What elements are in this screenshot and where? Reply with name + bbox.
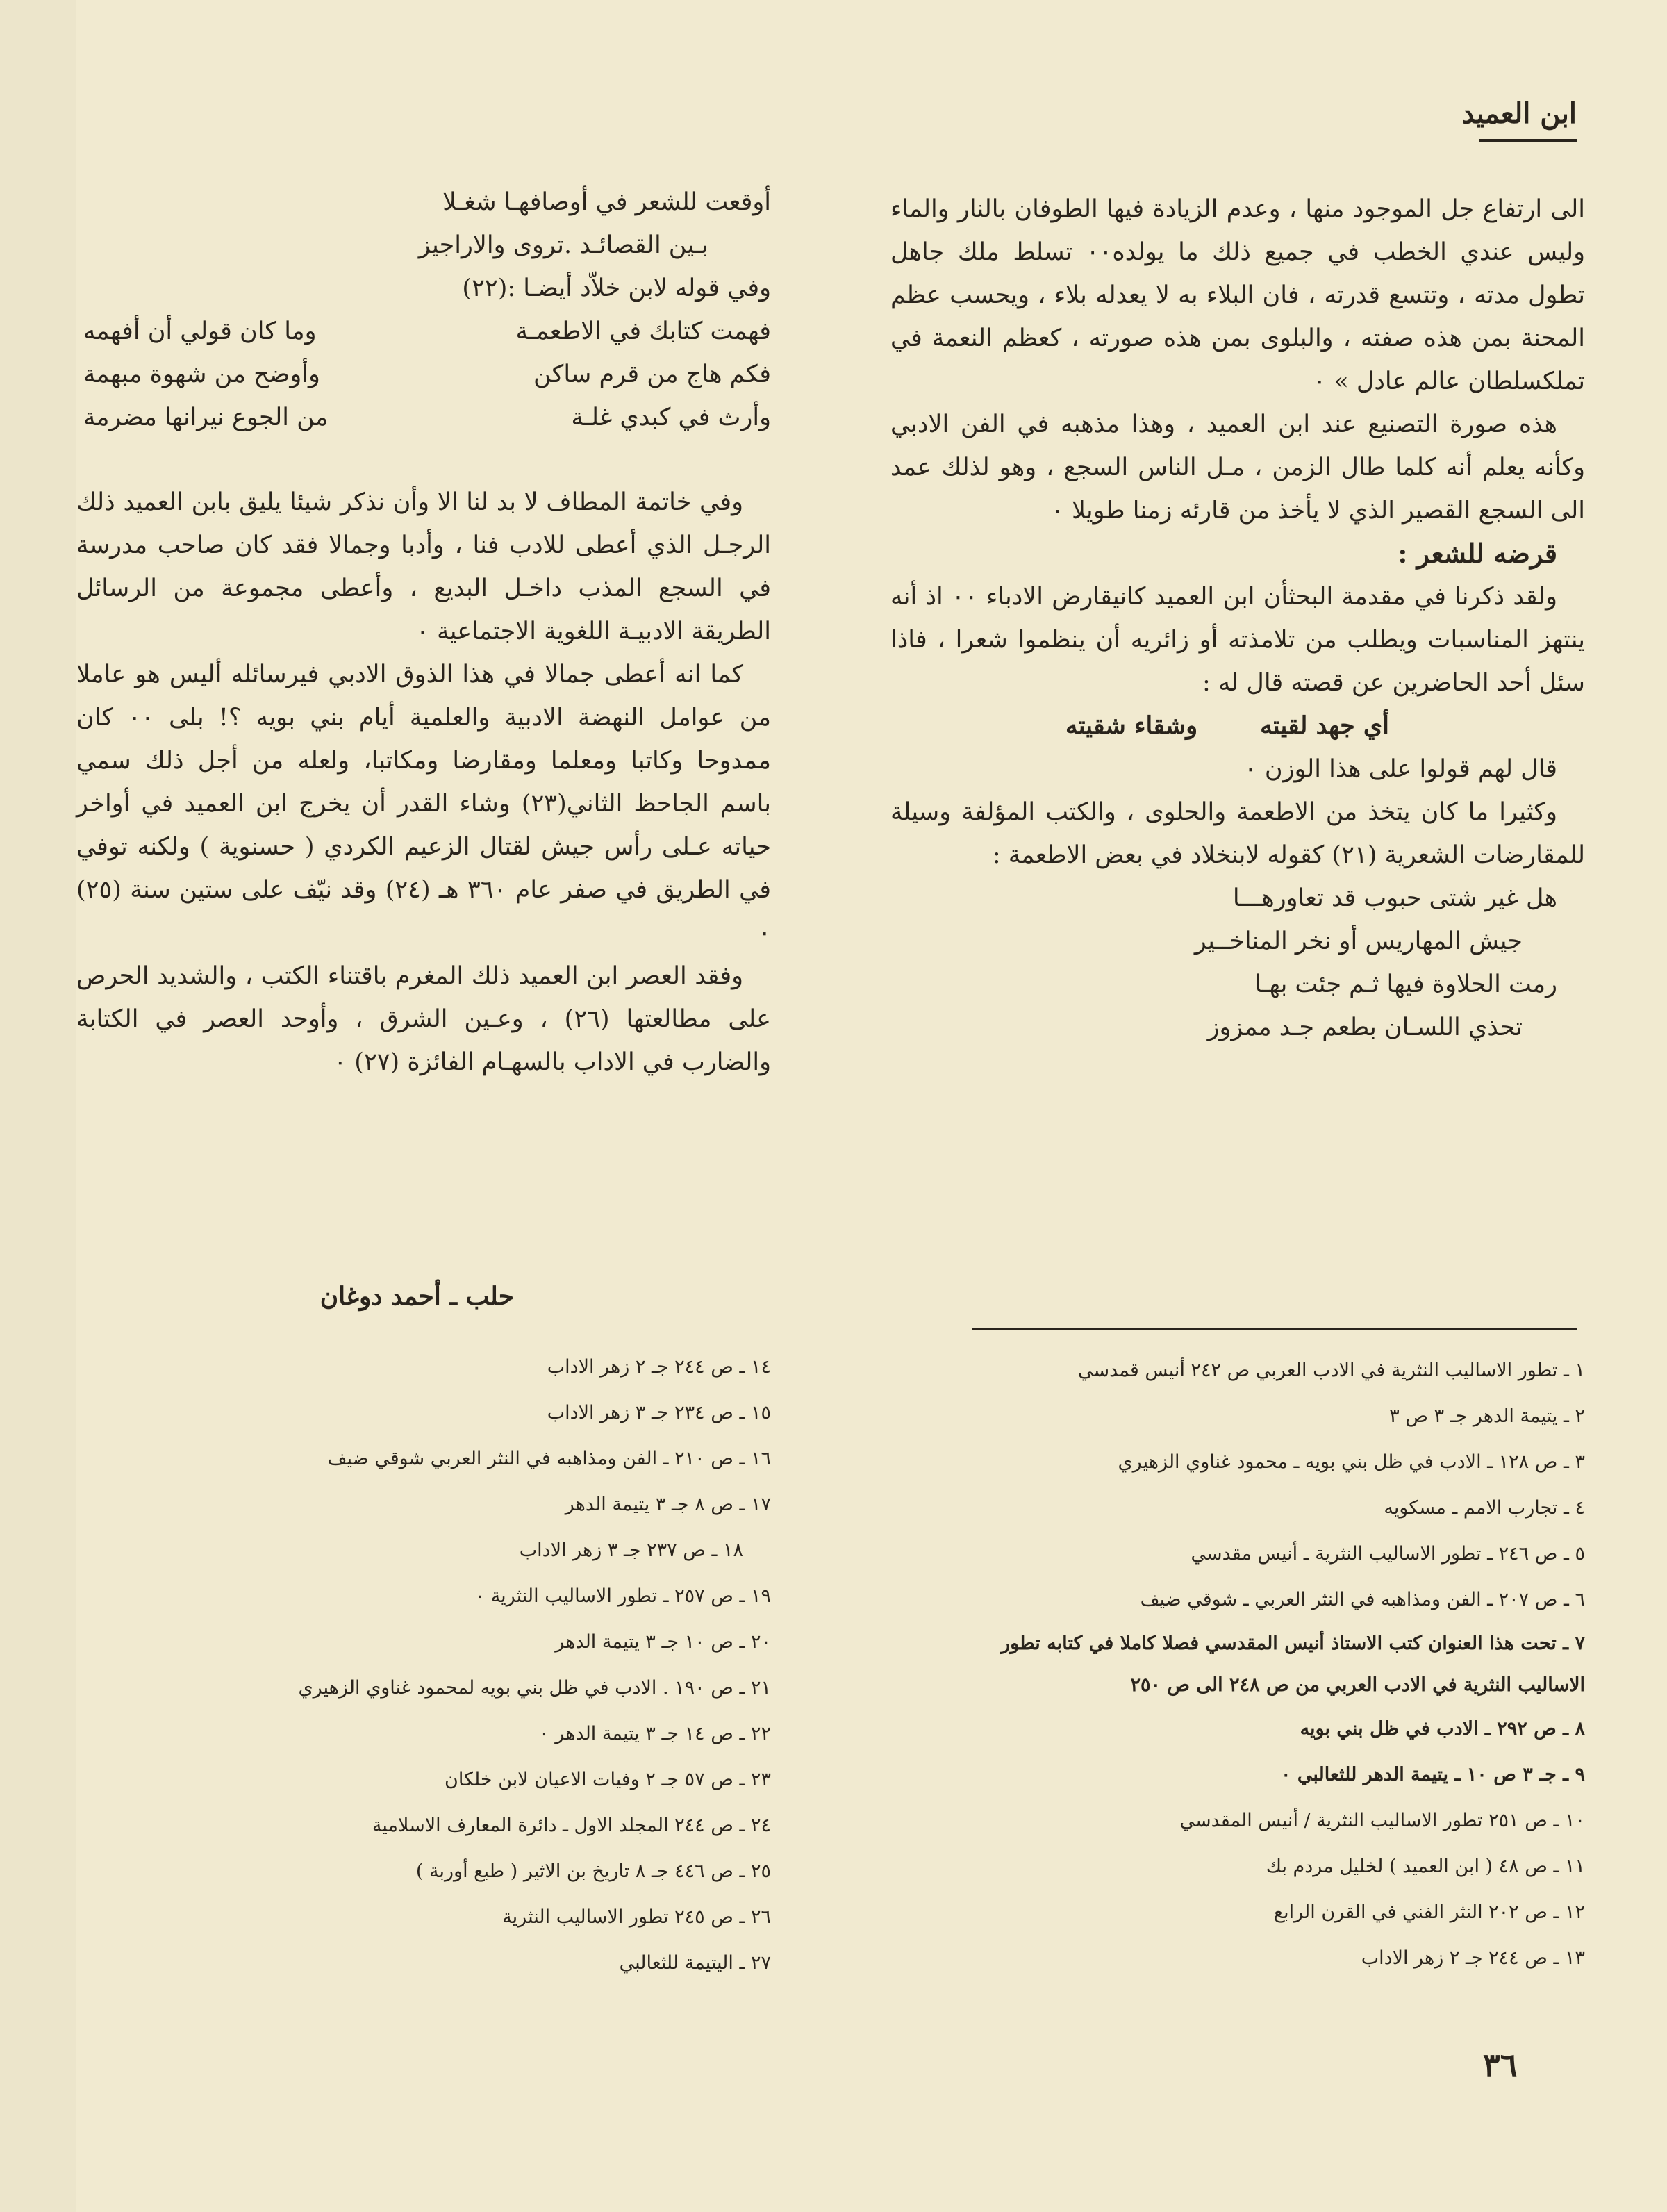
left-column <box>76 181 771 1084</box>
verse-hemistich: من الجوع نيرانها مضرمة <box>83 404 329 431</box>
page-number: ٣٦ <box>1483 2046 1518 2083</box>
right-column <box>890 188 1585 1049</box>
footnote: ٢٧ ـ اليتيمة للثعالبي <box>619 1952 771 1974</box>
footnote: ٢٣ ـ ص ٥٧ جـ ٢ وفيات الاعيان لابن خلكان <box>445 1769 771 1790</box>
footnote: ١٥ ـ ص ٢٣٤ جـ ٣ زهر الاداب <box>547 1402 771 1423</box>
footnote: ٥ ـ ص ٢٤٦ ـ تطور الاساليب النثرية ـ أنيس مقدسي <box>1191 1543 1585 1565</box>
paragraph: الى ارتفاع جل الموجود منها ، وعدم الزيادة فيها الطوفان بالنار والماء وليس عندي الخطب في جميع ذلك ما يولده٠٠ تسلط ملك جاهل تطول مدته ، وتتسع قدرته ، فان البلاء به لا يعدله بلاء ، ويحسب عظم المحنة بمن هذه صفته ، والبلوى بمن هذه صورته ، كعظم النعمة في تملكسلطان عالم عادل » ٠ <box>890 195 1586 395</box>
footnote: ١٣ ـ ص ٢٤٤ جـ ٢ زهر الاداب <box>1361 1947 1585 1969</box>
poem-line: جيش المهاريس أو نخر المناخــير <box>1194 927 1523 955</box>
footnote: ١٢ ـ ص ٢٠٢ النثر الفني في القرن الرابع <box>1273 1901 1585 1923</box>
verse-couplet <box>76 396 771 439</box>
footnote: ١٨ ـ ص ٢٣٧ جـ ٣ زهر الاداب <box>519 1540 743 1561</box>
paragraph: وفقد العصر ابن العميد ذلك المغرم باقتناء الكتب ، والشديد الحرص على مطالعتها (٢٦) ، وعـين الشرق ، وأوحد العصر في الكتابة والضارب في الاداب بالسهـام الفائزة (٢٧) ٠ <box>76 962 771 1076</box>
verse-hemistich: فكم هاج من قرم ساكن <box>533 361 771 388</box>
verse-hemistich: وأرث في كبدي غلـة <box>571 404 771 431</box>
footnote: ١١ ـ ص ٤٨ ( ابن العميد ) لخليل مردم بك <box>1266 1856 1585 1877</box>
verse-hemistich: فهمت كتابك في الاطعمـة <box>515 317 771 345</box>
poem-line: أوقعت للشعر في أوصافهـا شغـلا <box>442 188 771 216</box>
poem-line: تحذي اللسـان بطعم جـد ممزوز <box>1207 1014 1523 1041</box>
page-margin-strip <box>0 0 76 2212</box>
footnote: ١٤ ـ ص ٢٤٤ جـ ٢ زهر الاداب <box>547 1356 771 1378</box>
paragraph: وكثيرا ما كان يتخذ من الاطعمة والحلوى ، والكتب المؤلفة وسيلة للمقارضات الشعرية (٢١) كقوله لابنخلاد في بعض الاطعمة : <box>890 798 1585 869</box>
paragraph: وفي قوله لابن خلاّد أيضـا :(٢٢) <box>462 274 771 302</box>
section-heading: قرضه للشعر : <box>1398 538 1557 569</box>
verse-couplet <box>76 310 771 353</box>
footnote: ٦ ـ ص ٢٠٧ ـ الفن ومذاهبه في النثر العربي ـ شوقي ضيف <box>1140 1589 1585 1610</box>
verse-hemistich: وشقاء شقيته <box>1065 711 1198 740</box>
verse-couplet <box>890 704 1585 748</box>
paragraph: هذه صورة التصنيع عند ابن العميد ، وهذا مذهبه في الفن الادبي وكأنه يعلم أنه كلما طال الزمن ، مـل الناس السجع ، وهو لذلك عمد الى السجع القصير الذي لا يأخذ من قارئه زمنا طويلا ٠ <box>890 411 1585 525</box>
paragraph: كما انه أعطى جمالا في هذا الذوق الادبي فيرسائله أليس هو عاملا من عوامل النهضة الادبية والعلمية أيام بني بويه ؟! بلى ٠٠ كان ممدوحا وكاتبا ومعلما ومقارضا ومكاتبا، ولعله من أجل ذلك سمي باسم الجاحظ الثاني(٢٣) وشاء القدر أن يخرج ابن العميد في أواخر حياته عـلى رأس جيش لقتال الزعيم الكردي ( حسنوية ) ولكنه توفي في الطريق في صفر عام ٣٦٠ هـ (٢٤) وقد نيّف على ستين سنة (٢٥) ٠ <box>76 661 771 947</box>
author-signature: حلب ـ أحمد دوغان <box>320 1282 514 1311</box>
footnote: ١٦ ـ ص ٢١٠ ـ الفن ومذاهبه في النثر العربي شوقي ضيف <box>327 1448 771 1469</box>
header-underline <box>1479 139 1577 142</box>
footnote: ٤ ـ تجارب الامم ـ مسكويه <box>1384 1497 1585 1519</box>
footnote-divider <box>972 1328 1577 1330</box>
footnote: ٢٦ ـ ص ٢٤٥ تطور الاساليب النثرية <box>502 1906 771 1928</box>
footnote: ٢٤ ـ ص ٢٤٤ المجلد الاول ـ دائرة المعارف الاسلامية <box>372 1815 771 1836</box>
poem-line: رمت الحلاوة فيها ثـم جئت بهـا <box>1254 971 1557 998</box>
paragraph: ولقد ذكرنا في مقدمة البحثأن ابن العميد كانيقارض الادباء ٠٠ اذ أنه ينتهز المناسبات ويطلب من تلامذته أو زائريه أن ينظموا شعرا ، فاذا سئل أحد الحاضرين عن قصته قال له : <box>890 583 1585 697</box>
footnote: ١ ـ تطور الاساليب النثرية في الادب العربي ص ٢٤٢ أنيس قمدسي <box>1077 1360 1585 1381</box>
footnotes-right <box>960 1348 1585 1981</box>
footnote: ٢١ ـ ص ١٩٠ . الادب في ظل بني بويه لمحمود غناوي الزهيري <box>298 1677 771 1699</box>
paragraph: وفي خاتمة المطاف لا بد لنا الا وأن نذكر شيئا يليق بابن العميد ذلك الرجـل الذي أعطى للادب فنا ، وأدبا وجمالا فقد كان صاحب مدرسة في السجع المذب داخـل البديع ، وأعطى مجموعة من الرسائل الطريقة الادبيـة اللغوية الاجتماعية ٠ <box>76 488 771 645</box>
footnote: ١٩ ـ ص ٢٥٧ ـ تطور الاساليب النثرية ٠ <box>474 1585 771 1607</box>
verse-hemistich: وأوضح من شهوة مبهمة <box>83 361 320 388</box>
footnote: ٩ ـ جـ ٣ ص ١٠ ـ يتيمة الدهر للثعالبي ٠ <box>1280 1764 1585 1785</box>
footnote: ٢٠ ـ ص ١٠ جـ ٣ يتيمة الدهر <box>555 1631 771 1653</box>
paragraph: قال لهم قولوا على هذا الوزن ٠ <box>1243 755 1557 783</box>
footnote: ٢٥ ـ ص ٤٤٦ جـ ٨ تاريخ بن الاثير ( طبع أوربة ) <box>415 1860 771 1882</box>
footnote: ١٧ ـ ص ٨ جـ ٣ يتيمة الدهر <box>565 1494 771 1515</box>
footnote: ٢٢ ـ ص ١٤ جـ ٣ يتيمة الدهر ٠ <box>539 1723 771 1744</box>
spacer <box>76 439 771 481</box>
footnote: ٢ ـ يتيمة الدهر جـ ٣ ص ٣ <box>1389 1405 1585 1427</box>
verse-hemistich: أي جهد لقيته <box>1260 711 1390 740</box>
running-header: ابن العميد <box>1461 97 1577 130</box>
footnote: ٣ ـ ص ١٢٨ ـ الادب في ظل بني بويه ـ محمود غناوي الزهيري <box>1118 1451 1585 1473</box>
verse-couplet <box>76 353 771 396</box>
verse-hemistich: وما كان قولي أن أفهمه <box>83 317 317 345</box>
footnote: ١٠ ـ ص ٢٥١ تطور الاساليب النثرية / أنيس المقدسي <box>1179 1810 1585 1831</box>
footnotes-left <box>76 1344 771 1986</box>
footnote: ٨ ـ ص ٢٩٢ ـ الادب في ظل بني بويه <box>1300 1718 1585 1740</box>
footnote: ٧ ـ تحت هذا العنوان كتب الاستاذ أنيس المقدسي فصلا كاملا في كتابه تطور الاساليب النثرية في الادب العربي من ص ٢٤٨ الى ص ٢٥٠ <box>1001 1633 1585 1696</box>
poem-line: هل غير شتى حبوب قد تعاورهـــا <box>1232 884 1557 912</box>
poem-line: بـين القصائـد .تروى والاراجيز <box>418 231 708 259</box>
